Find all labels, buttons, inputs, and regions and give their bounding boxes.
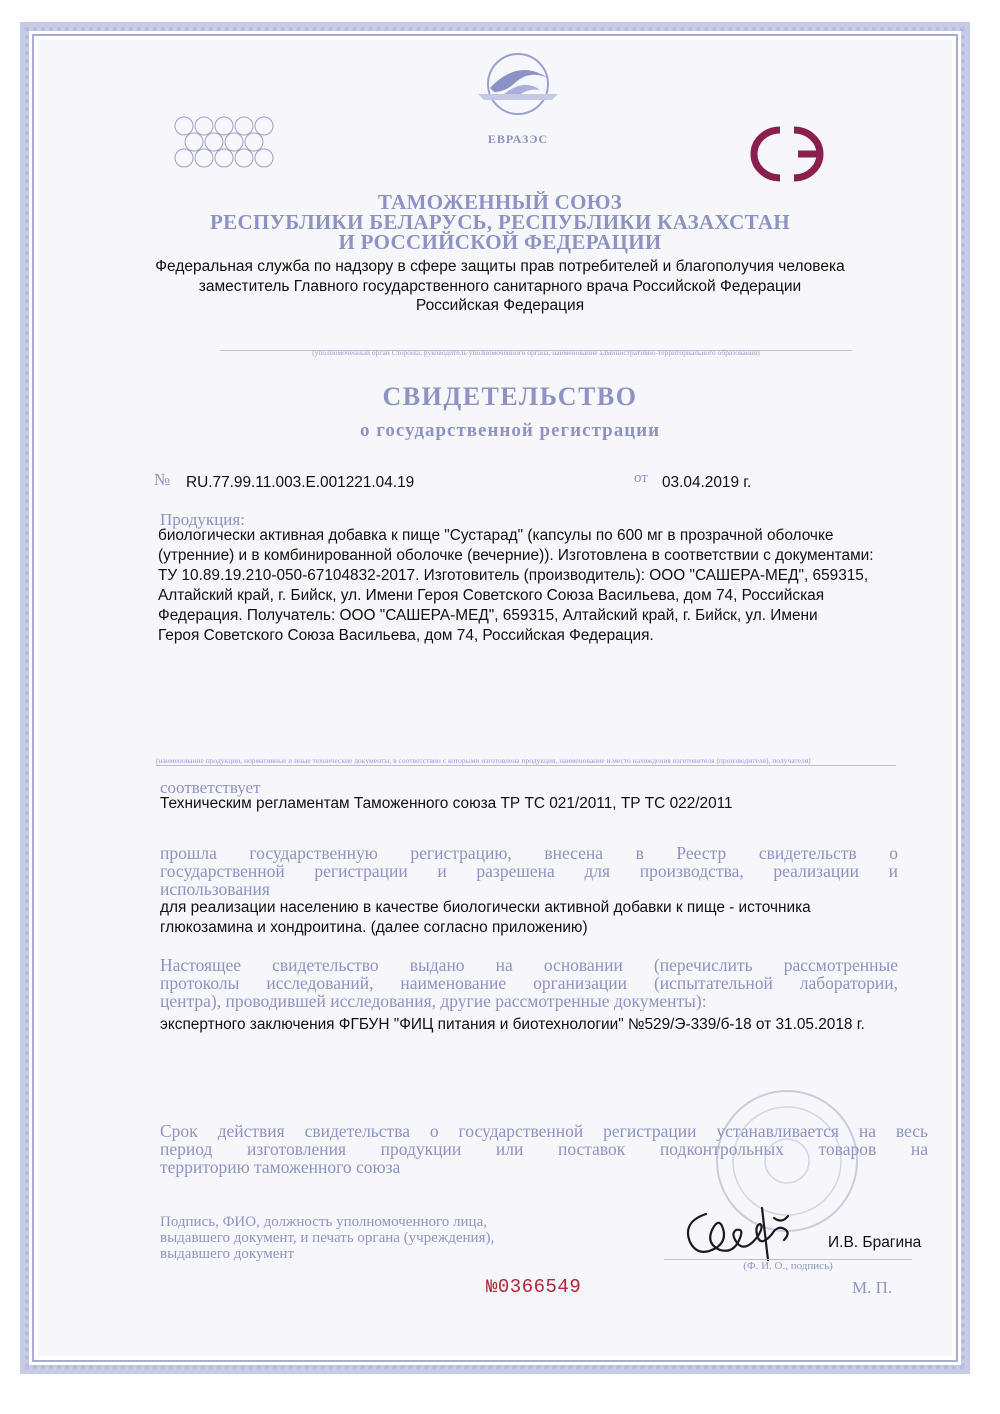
usage-line: глюкозамина и хондроитина. (далее согласно приложению) — [160, 919, 588, 936]
validity-line: Срок действия свидетельства о государственной регистрации устанавливается на весь — [160, 1121, 928, 1141]
passed-line: использования — [160, 879, 270, 899]
authority-line-3: Российская Федерация — [415, 297, 585, 314]
product-line: Героя Советского Союза Васильева, дом 74, Российская Федерация. — [158, 627, 654, 644]
signature-caption: (Ф. И. О., подпись) — [743, 1260, 833, 1272]
registration-number: RU.77.99.11.003.Е.001221.04.19 — [186, 474, 415, 491]
conformity-text: Техническим регламентам Таможенного союза ТР ТС 021/2011, ТР ТС 022/2011 — [160, 795, 733, 812]
document-subtitle: о государственной регистрации — [359, 420, 661, 441]
basis-line: центра), проводившей исследования, другие рассмотренные документы): — [160, 991, 707, 1011]
header-line-2: РЕСПУБЛИКИ БЕЛАРУСЬ, РЕСПУБЛИКИ КАЗАХСТАН — [210, 210, 790, 234]
basis-line: Настоящее свидетельство выдано на основании (перечислить рассмотренные — [160, 955, 898, 975]
basis-statement — [160, 956, 898, 1010]
signature-label-line: выдавшего документ — [160, 1246, 295, 1262]
product-underline — [156, 765, 896, 766]
seal-place-mark: М. П. — [852, 1278, 893, 1297]
validity-statement — [160, 1122, 928, 1176]
product-line: Алтайский край, г. Бийск, ул. Имени Героя Советского Союза Васильева, дом 74, Российская — [158, 587, 825, 604]
passed-line: государственной регистрации и разрешена для производства, реализации и — [160, 861, 898, 881]
usage-text — [160, 898, 811, 938]
product-caption: (наименование продукции, нормативные и иные технические документы, в соответствии с которыми изготовлена продукция, наименование и место нахождения изготовителя (производителя), получателя) — [156, 756, 811, 765]
ce-mark-icon — [736, 118, 840, 190]
eaes-label: ЕВРАЗЭС — [487, 132, 549, 146]
rosette-ornament-icon — [168, 108, 280, 178]
product-line: биологически активная добавка к пище "Сустарад" (капсулы по 600 мг в прозрачной оболочке — [158, 527, 834, 544]
signatory-name: И.В. Брагина — [828, 1234, 922, 1251]
authority-line-1: Федеральная служба по надзору в сфере защиты прав потребителей и благополучия человека — [155, 258, 845, 275]
passed-registration-statement — [160, 844, 898, 898]
signature-label-line: выдавшего документ, и печать органа (учреждения), — [160, 1230, 495, 1246]
conformity-label: соответствует — [160, 778, 261, 797]
date-label: от — [634, 470, 648, 486]
number-label: № — [154, 470, 171, 489]
signature-label-line: Подпись, ФИО, должность уполномоченного лица, — [160, 1214, 487, 1230]
validity-line: территорию таможенного союза — [160, 1157, 401, 1177]
registration-date: 03.04.2019 г. — [662, 474, 752, 491]
product-line: (утренние) и в комбинированной оболочке (вечерние)). Изготовлена в соответствии с документами: — [158, 547, 874, 564]
authority-caption: (уполномоченный орган Стороны, руководитель уполномоченного органа, наименование административно-территориального образования) — [312, 348, 760, 357]
product-description — [158, 526, 874, 646]
product-label: Продукция: — [160, 510, 245, 529]
authority-line-2: заместитель Главного государственного санитарного врача Российской Федерации — [198, 278, 802, 295]
product-line: Федерация. Получатель: ООО "САШЕРА-МЕД", 659315, Алтайский край, г. Бийск, ул. Имени — [158, 607, 818, 624]
basis-line: протоколы исследований, наименование организации (испытательной лаборатории, — [160, 973, 898, 993]
signature-label — [160, 1214, 494, 1262]
form-number: №0366549 — [486, 1276, 582, 1298]
header-line-3: И РОССИЙСКОЙ ФЕДЕРАЦИИ — [338, 230, 662, 254]
usage-line: для реализации населению в качестве биологически активной добавки к пище - источника — [160, 899, 811, 916]
passed-line: прошла государственную регистрацию, внесена в Реестр свидетельств о — [160, 843, 898, 863]
basis-text: экспертного заключения ФГБУН "ФИЦ питания и биотехнологии" №529/Э-339/б-18 от 31.05.2018 г. — [160, 1016, 865, 1033]
document-title: СВИДЕТЕЛЬСТВО — [382, 382, 638, 411]
validity-line: период изготовления продукции или поставок подконтрольных товаров на — [160, 1139, 928, 1159]
header-line-1: ТАМОЖЕННЫЙ СОЮЗ — [377, 190, 623, 214]
product-line: ТУ 10.89.19.210-050-67104832-2017. Изготовитель (производитель): ООО "САШЕРА-МЕД", 659315, — [158, 567, 869, 584]
